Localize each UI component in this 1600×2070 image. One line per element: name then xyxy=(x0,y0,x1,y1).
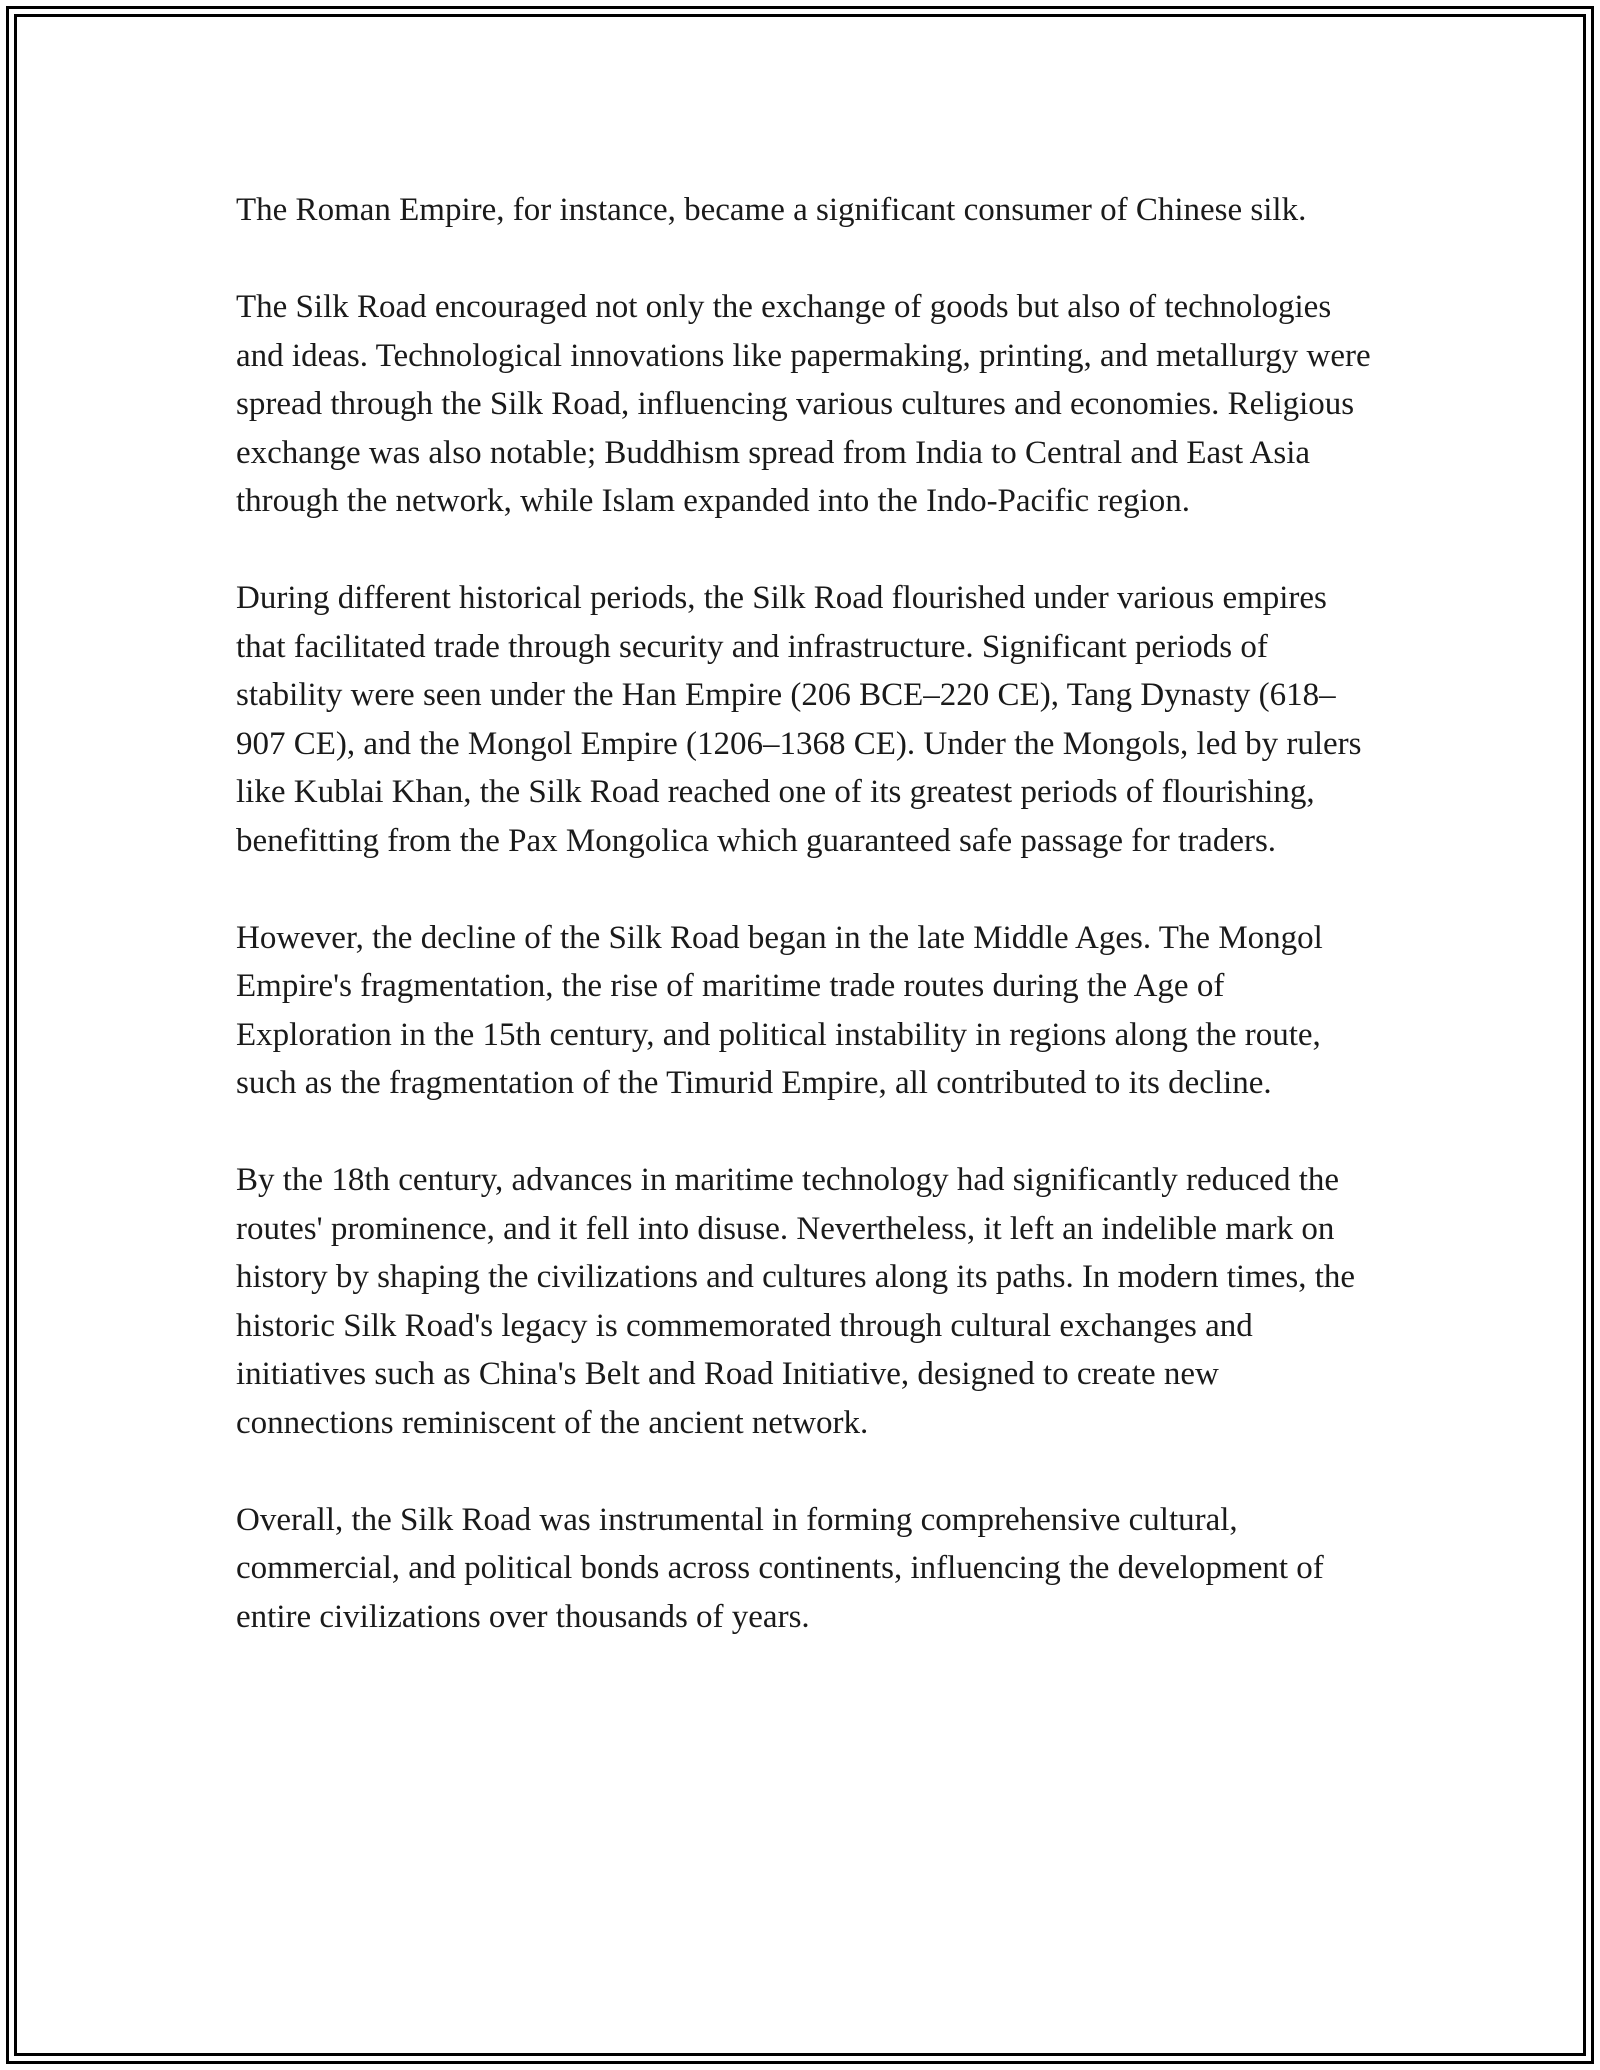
paragraph-historical-periods: During different historical periods, the Silk Road flourished under various empires that facilitated trade through security and infrastructure. Significant periods of stability were seen under the Han Empire (206 BCE–220 CE), Tang Dynasty (618–907 CE), and the Mongol Empire (1206–1368 CE). Under the Mongols, led by rulers like Kublai Khan, the Silk Road reached one of its greatest periods of flourishing, benefitting from the Pax Mongolica which guaranteed safe passage for traders. xyxy=(236,580,1362,859)
paragraph-technology-exchange: The Silk Road encouraged not only the exchange of goods but also of technologies and ideas. Technological innovations like papermaking, printing, and metallurgy were spread through the Silk Road, influencing various cultures and economies. Religious exchange was also notable; Buddhism spread from India to Central and East Asia through the network, while Islam expanded into the Indo-Pacific region. xyxy=(236,289,1371,519)
paragraph-roman-empire: The Roman Empire, for instance, became a significant consumer of Chinese silk. xyxy=(236,192,1307,228)
paragraph-conclusion: Overall, the Silk Road was instrumental in forming comprehensive cultural, commercial, and political bonds across continents, influencing the development of entire civilizations over thousands of years. xyxy=(236,1501,1324,1635)
paragraph-decline: However, the decline of the Silk Road began in the late Middle Ages. The Mongol Empire's fragmentation, the rise of maritime trade routes during the Age of Exploration in the 15th century, and political instability in regions along the route, such as the fragmentation of the Timurid Empire, all contributed to its decline. xyxy=(236,919,1323,1101)
document-body xyxy=(236,186,1376,1641)
paragraph-legacy: By the 18th century, advances in maritime technology had significantly reduced the routes' prominence, and it fell into disuse. Nevertheless, it left an indelible mark on history by shaping the civilizations and cultures along its paths. In modern times, the historic Silk Road's legacy is commemorated through cultural exchanges and initiatives such as China's Belt and Road Initiative, designed to create new connections reminiscent of the ancient network. xyxy=(236,1162,1356,1441)
